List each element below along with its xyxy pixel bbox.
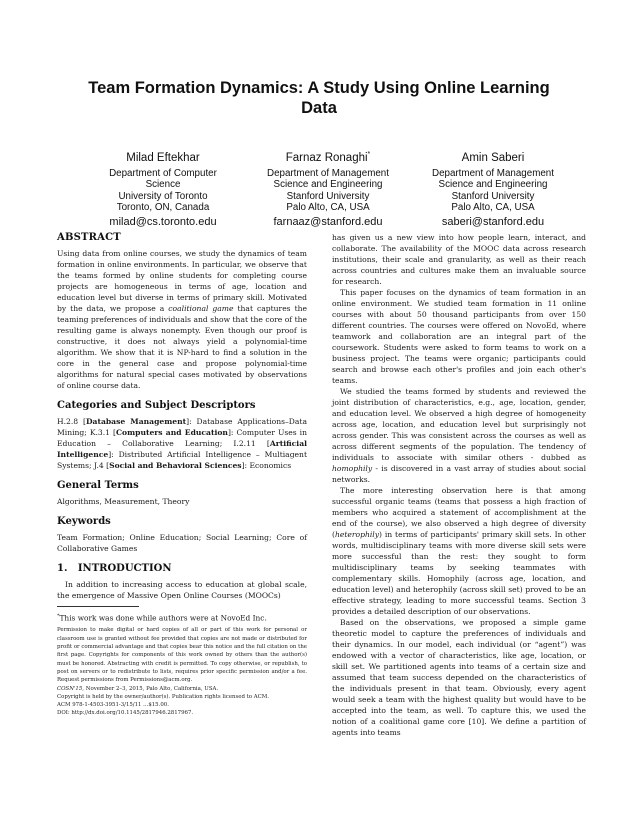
introduction-text: In addition to increasing access to education at global scale, the emergence of Massive Open Online Courses (MOOCs) [57, 580, 307, 600]
author-affiliation-line: Department of Management [267, 167, 389, 179]
author-2 [253, 148, 403, 229]
author-affiliation-line: Stanford University [451, 190, 535, 202]
conference-line: COSN'15, November 2–3, 2015, Palo Alto, California, USA. [57, 685, 219, 692]
author-affiliation-line: Stanford University [286, 190, 370, 202]
abstract-text: Using data from online courses, we study the dynamics of team formation in online environments. In particular, we observe that the teams formed by online students for completing course projects are homogeneous in terms of age, location and education level but diverse in terms of primary skill. Motivated by the data, we propose a coalitional game that captures the teaming preferences of individuals and show that the core of the resulting game is always nonempty. Even though our proof is constructive, it does not always yield a polynomial-time algorithm. We show that it is NP-hard to find a solution in the core in the general case and propose polynomial-time algorithms for natural special cases motivated by observations of online course data. [57, 249, 308, 390]
abstract-heading: ABSTRACT [57, 232, 121, 243]
categories-heading: Categories and Subject Descriptors [57, 400, 256, 411]
author-affiliation-line: Palo Alto, CA, USA [286, 202, 370, 214]
author-email: saberi@stanford.edu [441, 215, 545, 228]
keywords-heading: Keywords [57, 516, 111, 527]
keywords-text: Team Formation; Online Education; Social Learning; Core of Collaborative Games [57, 533, 307, 553]
footnote: *This work was done while authors were at NovoEd Inc. [57, 613, 267, 623]
doi-line: DOI: http://dx.doi.org/10.1145/2817946.2817967. [57, 710, 194, 717]
author-1 [88, 148, 238, 229]
author-name: Milad Eftekhar [126, 151, 200, 164]
intro-paragraph-3: We studied the teams formed by students and reviewed the joint distribution of characteristics, e.g., age, location, gender, and education level. We observed a high degree of homogeneity across age, location, and education level but surprisingly not across gender. This was consistent across the courses as well as across different segments of the population. The tendency of individuals to associate with similar others - dubbed as homophily - is discovered in a vast array of studies about social networks. [332, 387, 586, 484]
author-affiliation-line: Department of Management [432, 167, 554, 179]
author-affiliation-line: Science [145, 179, 181, 191]
author-affiliation-line: Department of Computer [109, 167, 217, 179]
footnote-rule [57, 606, 139, 607]
intro-paragraph-1: has given us a new view into how people learn, interact, and collaborate. The availability of the MOOC data across research institutions, their scale and granularity, as well as their reach across countries and cultures make them an invaluable source for research. [332, 233, 586, 286]
permission-notice: Permission to make digital or hard copies of all or part of this work for personal or classroom use is granted without fee provided that copies are not made or distributed for profit or commercial advantage and that copies bear this notice and the full citation on the first page. Copyrights for components of this work owned by others than the author(s) must be honored. Abstracting with credit is permitted. To copy otherwise, or republish, to post on servers or to redistribute to lists, requires prior specific permission and/or a fee. Request permissions from Permissions@acm.org. [57, 627, 307, 684]
author-name: Farnaz Ronaghi* [285, 151, 371, 164]
intro-paragraph-5: Based on the observations, we proposed a simple game theoretic model to capture the preferences of individuals and their dynamics. In our model, each individual (or “agent”) was endowed with a vector of characteristics, like age, location, or skill set. We partitioned agents into teams of a certain size and assumed that team success depended on the characteristics of the individuals present in that team. Obviously, every agent would seek a team with the highest quality but would have to be accepted into the team, as well. To capture this, we used the notion of a coalitional game core [10]. We define a partition of agents into teams [332, 618, 586, 737]
intro-paragraph-4: The more interesting observation here is that among successful organic teams (teams that possess a high fraction of members who acquired a statement of accomplishment at the end of the course), we also observed a high degree of diversity (heterophily) in terms of participants' primary skill sets. In other words, multidisciplinary teams with more diverse skill sets were more successful than the rest: they sought to form multidisciplinary teams by seeking teammates with complementary skills. Homophily (across age, location, and education level) and heterophily (across skill set) proved to be an effective strategy, leading to more successful teams. Section 3 provides a detailed description of our observations. [332, 486, 586, 616]
author-affiliation-line: Science and Engineering [438, 179, 548, 191]
author-block [88, 148, 568, 229]
intro-paragraph-2: This paper focuses on the dynamics of team formation in an online environment. We studied team formation in 11 online courses with about 50 thousand participants from over 150 different countries. The courses were offered on NovoEd, where teamwork and collaboration are an integral part of the coursework. Students were asked to form teams to work on a business project. The teams were organic; participants could search and browse each other's profiles and join each other's teams. [332, 288, 586, 385]
author-name: Amin Saberi [461, 151, 525, 164]
left-column [57, 232, 307, 718]
author-affiliation-line: University of Toronto [118, 190, 208, 202]
acm-line: ACM 978-1-4503-3951-3/15/11 ...$15.00. [57, 702, 169, 709]
general-terms-heading: General Terms [57, 480, 139, 491]
author-3 [418, 148, 568, 229]
author-affiliation-line: Palo Alto, CA, USA [451, 202, 535, 214]
introduction-heading: 1. INTRODUCTION [57, 563, 172, 574]
author-email: milad@cs.toronto.edu [109, 215, 217, 228]
right-column [332, 232, 586, 738]
general-terms-text: Algorithms, Measurement, Theory [57, 497, 190, 506]
copyright-line: Copyright is held by the owner/author(s). Publication rights licensed to ACM. [57, 693, 269, 700]
categories-text: H.2.8 [Database Management]: Database Applications–Data Mining; K.3.1 [Computers and Education]: Computer Uses in Education – Collaborative Learning; I.2.11 [Artificial Intelligence]: Distributed Artificial Intelligence – Multiagent Systems; J.4 [Social and Behavioral Sciences]: Economics [57, 417, 307, 470]
author-affiliation-line: Science and Engineering [273, 179, 383, 191]
author-affiliation-line: Toronto, ON, Canada [116, 202, 210, 214]
author-email: farnaaz@stanford.edu [273, 215, 383, 228]
paper-title: Team Formation Dynamics: A Study Using Online Learning Data [88, 79, 550, 117]
